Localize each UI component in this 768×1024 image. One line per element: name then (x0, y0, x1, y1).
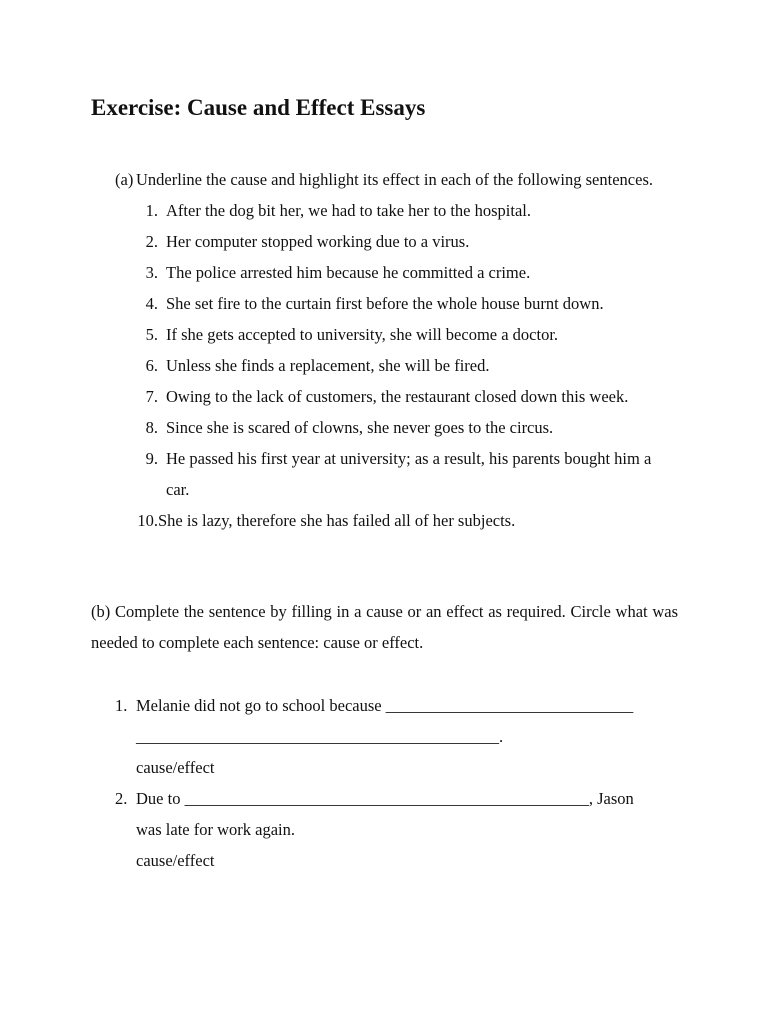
list-item (91, 783, 678, 876)
list-item (91, 443, 678, 505)
item-number: 6. (145, 356, 158, 375)
item-number: 2. (115, 789, 128, 808)
list-item (91, 319, 678, 350)
list-item (91, 226, 678, 257)
list-item (91, 412, 678, 443)
fill-in-item (136, 690, 678, 783)
fill-in-item (136, 783, 678, 876)
part-a-instruction: Underline the cause and highlight its effect in each of the following sentences. (136, 170, 653, 189)
item-number: 1. (145, 201, 158, 220)
list-item (91, 505, 678, 536)
cause-effect-choice: cause/effect (136, 851, 215, 870)
cause-effect-choice: cause/effect (136, 758, 215, 777)
sentence-text: Since she is scared of clowns, she never goes to the circus. (166, 418, 554, 437)
part-a-instruction-row (91, 164, 678, 195)
sentence-text: He passed his first year at university; as a result, his parents bought him a car. (166, 449, 652, 499)
list-item (91, 288, 678, 319)
item-number: 8. (145, 418, 158, 437)
sentence-text: Unless she finds a replacement, she will be fired. (166, 356, 490, 375)
part-a-sentence-list (91, 195, 678, 536)
sentence-text: Her computer stopped working due to a virus. (166, 232, 470, 251)
item-number: 1. (115, 696, 128, 715)
item-number: 7. (145, 387, 158, 406)
part-b-list (91, 690, 678, 876)
sentence-text: Owing to the lack of customers, the restaurant closed down this week. (166, 387, 629, 406)
page-title: Exercise: Cause and Effect Essays (91, 95, 426, 120)
part-a-marker: (a) (115, 170, 134, 189)
sentence-text: She set fire to the curtain first before the whole house burnt down. (166, 294, 604, 313)
list-item (91, 381, 678, 412)
fill-in-line-2: was late for work again. (136, 820, 295, 839)
item-number: 2. (145, 232, 158, 251)
item-number: 4. (145, 294, 158, 313)
item-number: 3. (145, 263, 158, 282)
item-number: 10. (137, 511, 158, 530)
list-item (91, 257, 678, 288)
sentence-text: After the dog bit her, we had to take her to the hospital. (166, 201, 531, 220)
fill-in-line-2: ____________________________________________. (136, 727, 504, 746)
sentence-text: If she gets accepted to university, she will become a doctor. (166, 325, 559, 344)
part-b-instruction: (b) Complete the sentence by filling in a cause or an effect as required. Circle what was needed to complete each sentence: cause or effect. (91, 602, 678, 652)
sentence-text: The police arrested him because he committed a crime. (166, 263, 531, 282)
fill-in-line-1: Due to _________________________________________________, Jason (136, 789, 634, 808)
fill-in-line-1: Melanie did not go to school because ______________________________ (136, 696, 634, 715)
list-item (91, 350, 678, 381)
list-item (91, 195, 678, 226)
list-item (91, 690, 678, 783)
part-a-section (91, 164, 678, 536)
item-number: 9. (145, 449, 158, 468)
sentence-text: She is lazy, therefore she has failed all of her subjects. (158, 511, 516, 530)
item-number: 5. (145, 325, 158, 344)
